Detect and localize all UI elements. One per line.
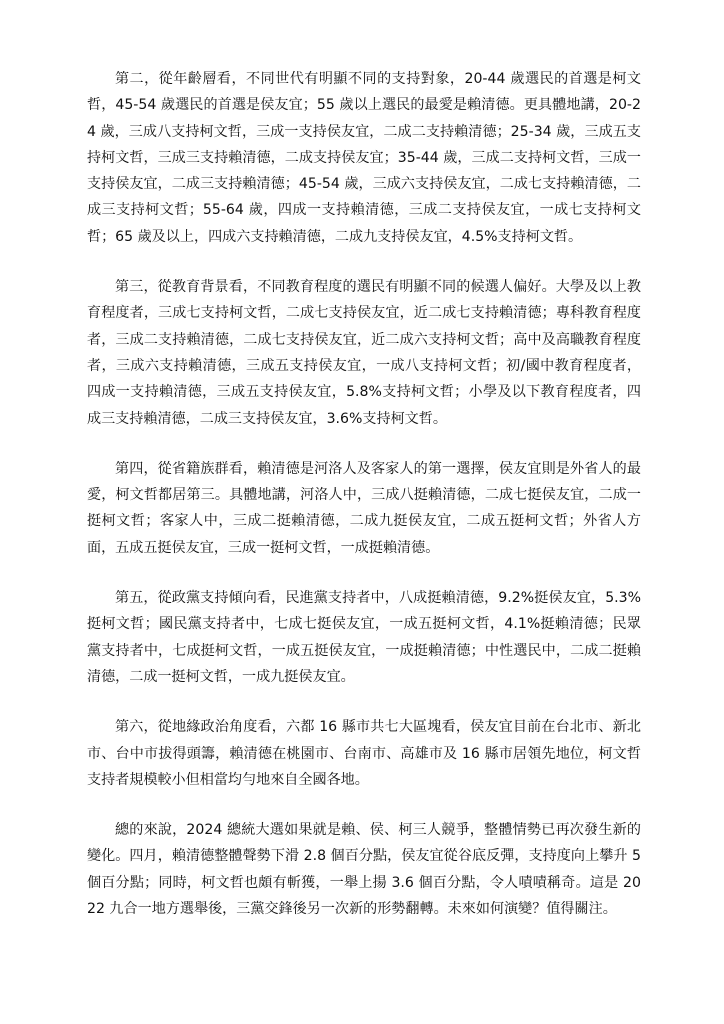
document-body xyxy=(87,66,641,922)
paragraph-education: 第三，從教育背景看，不同教育程度的選民有明顯不同的候選人偏好。大學及以上教育程度者，三成七支持柯文哲，二成七支持侯友宜，近二成七支持賴清德；專科教育程度者，三成二支持賴清德，二成七支持侯友宜，近二成六支持柯文哲；高中及高職教育程度者，三成六支持賴清德，三成五支持侯友宜，一成八支持柯文哲；初/國中教育程度者，四成一支持賴清德，三成五支持侯友宜，5.8%支持柯文哲；小學及以下教育程度者，四成三支持賴清德，二成三支持侯友宜，3.6%支持柯文哲。 xyxy=(87,279,641,427)
paragraph-party: 第五，從政黨支持傾向看，民進黨支持者中，八成挺賴清德，9.2%挺侯友宜，5.3%挺柯文哲；國民黨支持者中，七成七挺侯友宜，一成五挺柯文哲，4.1%挺賴清德；民眾黨支持者中，七成挺柯文哲，一成五挺侯友宜，一成挺賴清德；中性選民中，二成二挺賴清德，二成一挺柯文哲，一成九挺侯友宜。 xyxy=(87,590,641,685)
paragraph-geography: 第六，從地緣政治角度看，六都 16 縣市共七大區塊看，侯友宜目前在台北市、新北市、台中市拔得頭籌，賴清德在桃園市、台南市、高雄市及 16 縣市居領先地位，柯文哲支持者規模較小但相當均勻地來自全國各地。 xyxy=(87,719,641,788)
paragraph-conclusion: 總的來說，2024 總統大選如果就是賴、侯、柯三人競爭，整體情勢已再次發生新的變化。四月，賴清德整體聲勢下滑 2.8 個百分點，侯友宜從谷底反彈，支持度向上攀升 5 個百分點；同時，柯文哲也頗有斬獲，一舉上揚 3.6 個百分點，令人嘖嘖稱奇。這是 2022 九合一地方選舉後，三黨交鋒後另一次新的形勢翻轉。未來如何演變？值得關注。 xyxy=(87,822,641,918)
paragraph-ethnicity: 第四，從省籍族群看，賴清德是河洛人及客家人的第一選擇，侯友宜則是外省人的最愛，柯文哲都居第三。具體地講，河洛人中，三成八挺賴清德，二成七挺侯友宜，二成一挺柯文哲；客家人中，三成二挺賴清德，二成九挺侯友宜，二成五挺柯文哲；外省人方面，五成五挺侯友宜，三成一挺柯文哲，一成挺賴清德。 xyxy=(87,460,641,556)
paragraph-age: 第二，從年齡層看，不同世代有明顯不同的支持對象，20-44 歲選民的首選是柯文哲，45-54 歲選民的首選是侯友宜；55 歲以上選民的最愛是賴清德。更具體地講，20-24 歲，三成八支持柯文哲，三成一支持侯友宜，二成二支持賴清德；25-34 歲，三成五支持柯文哲，三成三支持賴清德，二成支持侯友宜；35-44 歲，三成二支持柯文哲，三成一支持侯友宜，二成三支持賴清德；45-54 歲，三成六支持侯友宜，二成七支持賴清德，二成三支持柯文哲；55-64 歲，四成一支持賴清德，三成二支持侯友宜，一成七支持柯文哲；65 歲及以上，四成六支持賴清德，二成九支持侯友宜，4.5%支持柯文哲。 xyxy=(87,71,641,245)
